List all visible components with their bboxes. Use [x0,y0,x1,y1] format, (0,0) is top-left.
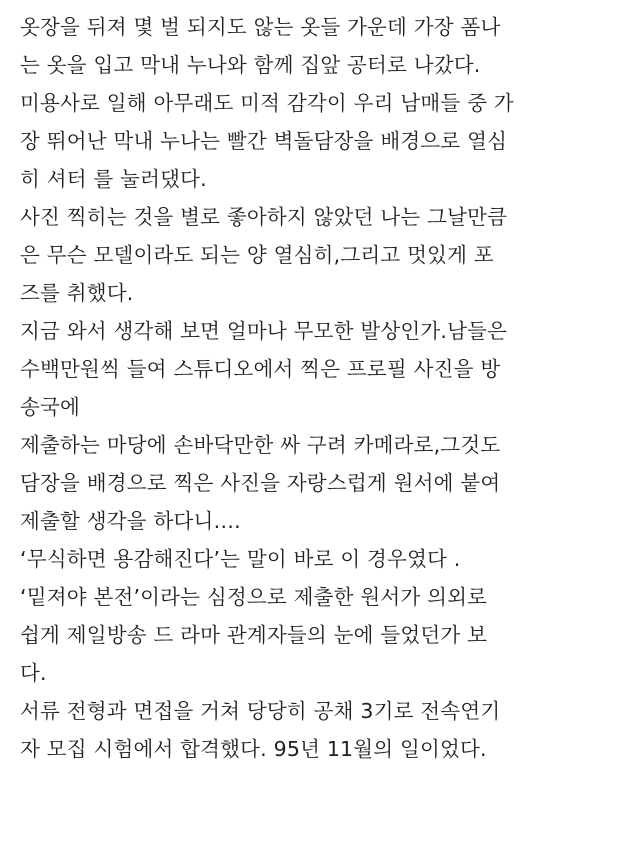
text-line: 쉽게 제일방송 드 라마 관계자들의 눈에 들었던가 보 [20,623,488,647]
text-line: ‘밑져야 본전’이라는 심정으로 제출한 원서가 의외로 [20,585,488,609]
text-line: 자 모집 시험에서 합격했다. 95년 11월의 일이었다. [20,737,487,761]
text-line: 다. [20,661,47,685]
text-line: 미용사로 일해 아무래도 미적 감각이 우리 남매들 중 가 [20,91,514,115]
text-line: 제출하는 마당에 손바닥만한 싸 구려 카메라로,그것도 [20,433,501,457]
text-line: 서류 전형과 면접을 거쳐 당당히 공채 3기로 전속연기 [20,699,501,723]
text-line: 은 무슨 모델이라도 되는 양 열심히,그리고 멋있게 포 [20,243,494,267]
text-line: 지금 와서 생각해 보면 얼마나 무모한 발상인가.남들은 [20,319,508,343]
text-line: 사진 찍히는 것을 별로 좋아하지 않았던 나는 그날만큼 [20,205,508,229]
text-line: 제출할 생각을 하다니…. [20,509,241,533]
text-line: 송국에 [20,395,81,419]
text-line: 수백만원씩 들여 스튜디오에서 찍은 프로필 사진을 방 [20,357,501,381]
text-line: 는 옷을 입고 막내 누나와 함께 집앞 공터로 나갔다. [20,53,481,77]
text-line: 담장을 배경으로 찍은 사진을 자랑스럽게 원서에 붙여 [20,471,501,495]
text-line: 옷장을 뒤져 몇 벌 되지도 않는 옷들 가운데 가장 폼나 [20,15,501,39]
text-line: ‘무식하면 용감해진다’는 말이 바로 이 경우였다 . [20,547,461,571]
text-line: 즈를 취했다. [20,281,134,305]
text-line: 장 뛰어난 막내 누나는 빨간 벽돌담장을 배경으로 열심 [20,129,508,153]
text-line: 히 셔터 를 눌러댔다. [20,167,207,191]
